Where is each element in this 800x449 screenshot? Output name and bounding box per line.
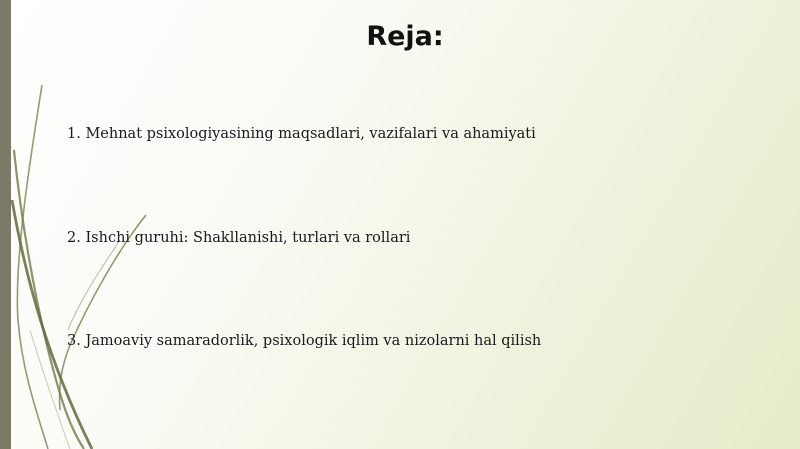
grass-blade	[30, 330, 70, 449]
slide-title: Reja:	[366, 21, 444, 52]
grass-blade	[68, 240, 120, 330]
plan-item-3: 3. Jamoaviy samaradorlik, psixologik iqlim va nizolarni hal qilish	[67, 333, 542, 349]
grass-blade	[14, 150, 84, 449]
slide-side-bar	[0, 0, 11, 449]
plan-item-2: 2. Ishchi guruhi: Shakllanishi, turlari va rollari	[67, 230, 411, 246]
grass-blade	[17, 85, 48, 449]
plan-item-1: 1. Mehnat psixologiyasining maqsadlari, vazifalari va ahamiyati	[67, 126, 536, 142]
